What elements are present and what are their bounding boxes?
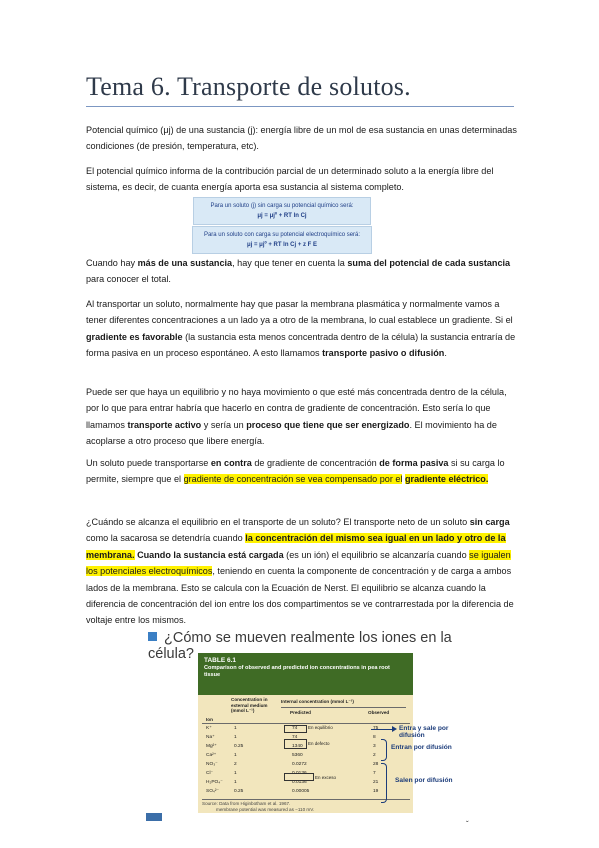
- paragraph-suma-potencial: Cuando hay más de una sustancia, hay que tener en cuenta la suma del potencial de cada sustancia para conocer el total.: [86, 258, 511, 285]
- formula-box-sin-carga: [193, 197, 371, 225]
- table-cell-pred: 0.0136: [292, 780, 307, 785]
- formula-box-con-carga: [192, 226, 372, 254]
- table-cell-ion: Cl⁻: [206, 771, 214, 776]
- title-divider: [86, 106, 514, 107]
- col-observed: Observed: [368, 710, 390, 715]
- table-cell-obs: 21: [373, 780, 379, 785]
- box-exceso: [284, 773, 314, 781]
- tag-exceso: En exceso: [315, 775, 337, 780]
- bullet-square-icon: [148, 632, 157, 641]
- col-external: Concentration in external medium (mmol L⁻¹): [231, 697, 268, 713]
- annotation-salen: Salen por difusión: [395, 777, 453, 784]
- paragraph-contribucion: El potencial químico informa de la contribución parcial de un determinado soluto a la energía libre del sistema, es decir, de cuanta energía aporta esa sustancia al sistema completo.: [86, 166, 494, 193]
- slide-heading-text: ¿Cómo se mueven realmente los iones en la célula?: [148, 630, 452, 662]
- table-cell-obs: 7: [373, 771, 376, 776]
- col-internal: Internal concentration (mmol L⁻¹): [281, 699, 354, 704]
- table-cell-obs: 3: [373, 744, 376, 749]
- table-cell-ext: 1: [234, 735, 237, 740]
- annotation-entra-sale: Entra y sale por difusión: [399, 725, 449, 739]
- table-cell-ext: 0.25: [234, 789, 244, 794]
- tag-equilibrio: En equilibrio: [308, 725, 333, 730]
- slide-image: [143, 630, 473, 820]
- brace-entran: [381, 739, 387, 761]
- ion-table-title: TABLE 6.1: [204, 657, 237, 664]
- page-mark: ˇ: [466, 820, 469, 829]
- col-ion: Ion: [206, 717, 213, 722]
- table-cell-pred: 0.0136: [292, 771, 307, 776]
- formula-caption-2: Para un soluto con carga su potencial electroquímico será:: [203, 232, 361, 238]
- page-title: Tema 6. Transporte de solutos.: [86, 72, 411, 101]
- box-defecto: [284, 739, 307, 749]
- table-cell-ext: 0.25: [234, 744, 244, 749]
- table-cell-pred: 74: [292, 726, 298, 731]
- formula-caption-1: Para un soluto (j) sin carga su potencial químico será:: [210, 203, 354, 209]
- table-cell-ion: Mg²⁺: [206, 744, 217, 749]
- table-cell-ext: 2: [234, 762, 237, 767]
- formula-equation-2: μj = μjº + RT ln Cj + z F E: [246, 242, 318, 248]
- paragraph-equilibrio: ¿Cuándo se alcanza el equilibrio en el transporte de un soluto? El transporte neto de un soluto sin carga como la sacarosa se detendría cuando la concentración del mismo sea igual en un lado y otro de la membrana. Cuando la sustancia está cargada (es un ión) el equilibrio se alcanzaría cuando se igualen los potenciales electroquímicos, teniendo en cuenta la componente de concentración y de carga a ambos lados de la membrana. Esto se calcula con la Ecuación de Nerst. El equilibrio se alcanza cuando la diferencia de concentración del ion entre los dos compartimentos se ve contrarrestada por la diferencia de voltaje entre los mismos.: [86, 517, 514, 626]
- table-source: Source: Data from Higinbotham et al. 1967.: [202, 801, 291, 806]
- formula-equation-1: μj = μjº + RT ln Cj: [257, 213, 307, 219]
- table-cell-obs: 2: [373, 753, 376, 758]
- table-cell-pred: 0.0272: [292, 762, 307, 767]
- table-cell-obs: 8: [373, 735, 376, 740]
- table-cell-ext: 1: [234, 780, 237, 785]
- table-cell-obs: 19: [373, 789, 379, 794]
- table-cell-ion: H₂PO₄⁻: [206, 780, 223, 785]
- table-header-rule: [202, 723, 410, 724]
- table-source-note: membrane potential was measured as −110 mV.: [216, 807, 315, 812]
- table-cell-ext: 1: [234, 753, 237, 758]
- table-cell-ion: NO₃⁻: [206, 762, 218, 767]
- paragraph-transporte-activo: Puede ser que haya un equilibrio y no haya movimiento o que esté más concentrada dentro de la célula, por lo que para entrar habría que hacerlo en contra de gradiente de concentración. Esto sería lo que llamamos transporte activo y sería un proceso que tiene que ser energizado. El movimiento ha de acoplarse a otro proceso que libere energía.: [86, 387, 507, 447]
- col-internal-rule: [281, 707, 406, 708]
- arrowhead-equilibrio: [392, 726, 397, 732]
- ion-table-subtitle: Comparison of observed and predicted ion concentrations in pea root tissue: [204, 665, 390, 678]
- annotation-entran: Entran por difusión: [391, 744, 452, 751]
- table-cell-pred: 1340: [292, 744, 303, 749]
- table-cell-pred: 0.00005: [292, 789, 310, 794]
- table-cell-ion: K⁺: [206, 726, 212, 731]
- table-cell-pred: 5360: [292, 753, 303, 758]
- slide-footer-logo: [146, 813, 162, 821]
- ion-table-header: [198, 653, 413, 695]
- table-cell-ion: Ca²⁺: [206, 753, 217, 758]
- col-predicted: Predicted: [290, 710, 311, 715]
- table-cell-ion: Na⁺: [206, 735, 215, 740]
- paragraph-transporte-pasivo: Al transportar un soluto, normalmente hay que pasar la membrana plasmática y normalmente vamos a tener diferentes concentraciones a un lado ya a otro de la membrana, lo cual establece un gradiente. Si el gradiente es favorable (la sustancia esta menos concentrada dentro de la célula) la sustancia entraría de forma pasiva en un proceso espontáneo. A esto llamamos transporte pasivo o difusión.: [86, 299, 516, 359]
- paragraph-gradiente-electrico: Un soluto puede transportarse en contra de gradiente de concentración de forma pasiva si su carga lo permite, siempre que el gradiente de concentración se vea compensado por el gradiente eléctrico.: [86, 458, 505, 485]
- table-bottom-rule: [202, 799, 410, 800]
- paragraph-potencial-quimico: Potencial químico (μj) de una sustancia (j): energía libre de un mol de esa sustancia en unas determinadas condiciones (de presión, temperatura, etc).: [86, 125, 517, 152]
- table-cell-obs: 28: [373, 762, 379, 767]
- box-equilibrio: [284, 725, 307, 733]
- table-cell-ion: SO₄²⁻: [206, 789, 220, 794]
- table-cell-pred: 74: [292, 735, 298, 740]
- table-cell-ext: 1: [234, 726, 237, 731]
- tag-defecto: En defecto: [308, 741, 330, 746]
- brace-salen: [381, 763, 387, 803]
- arrow-equilibrio: [371, 729, 393, 730]
- table-cell-ext: 1: [234, 771, 237, 776]
